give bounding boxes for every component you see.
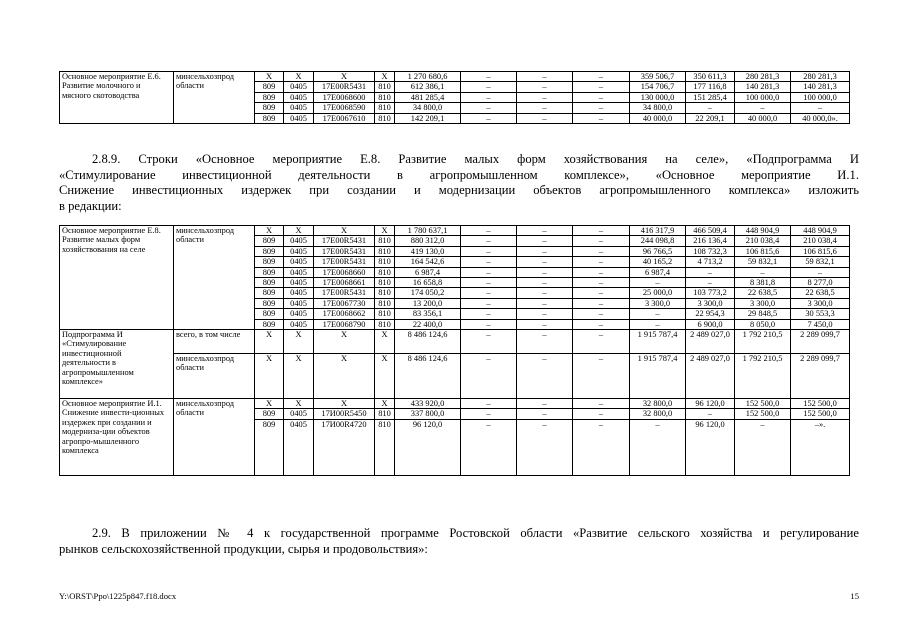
table-cell: 17Е00R5431 (314, 246, 375, 256)
table-cell: – (517, 278, 573, 288)
table-cell: 1 915 787,4 (630, 354, 686, 399)
table-cell: – (573, 419, 630, 475)
table-cell: Х (255, 226, 284, 236)
table-cell: 880 312,0 (395, 236, 461, 246)
table-cell: – (461, 103, 517, 113)
table-cell: 30 553,3 (791, 309, 850, 319)
executor-cell: всего, в том числе (174, 330, 255, 354)
table-cell: 2 489 027,0 (686, 330, 735, 354)
row-name-cell: Основное мероприятие Е.8. Развитие малых форм хозяйствования на селе (60, 226, 174, 330)
table-cell: – (517, 82, 573, 92)
table-cell: – (686, 267, 735, 277)
table-cell: 810 (375, 319, 395, 329)
table-cell: 809 (255, 246, 284, 256)
table-cell: 481 285,4 (395, 92, 461, 102)
table-cell: 448 904,9 (735, 226, 791, 236)
table-cell: 17Е0067730 (314, 298, 375, 308)
table-cell: – (517, 330, 573, 354)
executor-cell: минсельхозпрод области (174, 72, 255, 124)
table-cell: 152 500,0 (791, 399, 850, 409)
table-cell: 810 (375, 419, 395, 475)
paragraph-line: Снижение инвестиционных издержек при создании и модернизации объектов агропромышленного комплекса» изложить (59, 183, 859, 198)
table-cell: 809 (255, 419, 284, 475)
table-cell: 151 285,4 (686, 92, 735, 102)
table-cell: 809 (255, 236, 284, 246)
table-cell: 8 381,8 (735, 278, 791, 288)
table-cell: – (461, 354, 517, 399)
paragraph-2-8-9 (59, 152, 859, 214)
table-cell: 17Е0068661 (314, 278, 375, 288)
table-cell: – (517, 309, 573, 319)
table-cell: 3 300,0 (791, 298, 850, 308)
paragraph-line: «Стимулирование инвестиционной деятельности в агропромышленном комплексе», «Основное мероприятие И.1. (59, 167, 859, 182)
table-cell: Х (255, 354, 284, 399)
table-cell: 809 (255, 103, 284, 113)
table-cell: 40 000,0 (630, 113, 686, 123)
table-cell: – (517, 246, 573, 256)
table-cell: 106 815,6 (791, 246, 850, 256)
table-cell: – (686, 278, 735, 288)
table-cell: 7 450,0 (791, 319, 850, 329)
table-cell: – (517, 113, 573, 123)
table-cell: – (573, 267, 630, 277)
table-cell: 106 815,6 (735, 246, 791, 256)
table-cell: 0405 (284, 288, 314, 298)
table-cell: Х (255, 72, 284, 82)
table-cell: – (517, 72, 573, 82)
table-cell: – (630, 309, 686, 319)
table-cell: 100 000,0 (735, 92, 791, 102)
table-cell: 152 500,0 (791, 409, 850, 419)
table-cell: 22 209,1 (686, 113, 735, 123)
table-cell: 17Е0068660 (314, 267, 375, 277)
table-cell: 34 800,0 (630, 103, 686, 113)
table-cell: 244 098,8 (630, 236, 686, 246)
table-cell: 17Е00R5431 (314, 236, 375, 246)
table-cell: 810 (375, 267, 395, 277)
table-cell: 810 (375, 82, 395, 92)
table-cell: 810 (375, 103, 395, 113)
table-cell: Х (255, 399, 284, 409)
table-cell: 4 713,2 (686, 257, 735, 267)
table-cell: – (573, 103, 630, 113)
table-cell: 59 832,1 (791, 257, 850, 267)
table-cell: 809 (255, 82, 284, 92)
table-cell: 280 281,3 (735, 72, 791, 82)
table-cell: – (573, 288, 630, 298)
table-cell: 0405 (284, 113, 314, 123)
table-cell: – (461, 330, 517, 354)
table-cell: 25 000,0 (630, 288, 686, 298)
table-cell: 0405 (284, 92, 314, 102)
table-cell: 809 (255, 319, 284, 329)
table-cell: 809 (255, 113, 284, 123)
table-cell: – (517, 319, 573, 329)
executor-cell: минсельхозпрод области (174, 226, 255, 330)
table-cell: 0405 (284, 309, 314, 319)
table-cell: 810 (375, 113, 395, 123)
table-cell: 0405 (284, 103, 314, 113)
paragraph-2-9 (59, 526, 859, 557)
table-cell: – (461, 298, 517, 308)
table-cell: 466 509,4 (686, 226, 735, 236)
table-cell: 17Е00R5431 (314, 288, 375, 298)
table-cell: 40 000,0 (735, 113, 791, 123)
table-cell: 32 800,0 (630, 409, 686, 419)
table-cell: – (517, 419, 573, 475)
table-cell: – (573, 82, 630, 92)
table-cell: 1 270 680,6 (395, 72, 461, 82)
table-cell: – (573, 354, 630, 399)
table-cell: – (630, 278, 686, 288)
table-cell: – (735, 103, 791, 113)
table-cell: – (573, 309, 630, 319)
table-cell: 810 (375, 409, 395, 419)
executor-cell: минсельхозпрод области (174, 354, 255, 399)
table-cell: 1 915 787,4 (630, 330, 686, 354)
table-cell: – (517, 399, 573, 409)
table-cell: 1 792 210,5 (735, 330, 791, 354)
table-cell: 2 289 099,7 (791, 330, 850, 354)
table-cell: 809 (255, 409, 284, 419)
table-cell: 3 300,0 (735, 298, 791, 308)
table-cell: 810 (375, 298, 395, 308)
table-cell: Х (314, 330, 375, 354)
table-cell: – (573, 257, 630, 267)
table-cell: 17Е0068662 (314, 309, 375, 319)
table-cell: 152 500,0 (735, 399, 791, 409)
table-cell: 1 792 210,5 (735, 354, 791, 399)
row-name-cell: Основное мероприятие И.1. Снижение инвести-ционных издержек при создании и модерниза-ции объектов агропро-мышленного комплекса (60, 399, 174, 476)
table-cell: Х (255, 330, 284, 354)
table-cell: – (461, 257, 517, 267)
table-cell: 96 120,0 (686, 419, 735, 475)
footer-page-number: 15 (850, 591, 859, 601)
table-cell: 96 120,0 (395, 419, 461, 475)
table-cell: 164 542,6 (395, 257, 461, 267)
table-cell: – (461, 82, 517, 92)
table-cell: – (517, 236, 573, 246)
table-cell: 34 800,0 (395, 103, 461, 113)
table-cell: 3 300,0 (686, 298, 735, 308)
table-cell: 100 000,0 (791, 92, 850, 102)
table-cell: 809 (255, 267, 284, 277)
table-cell: 6 987,4 (395, 267, 461, 277)
table-cell: 174 050,2 (395, 288, 461, 298)
table-cell: Х (314, 72, 375, 82)
table-cell: 0405 (284, 236, 314, 246)
table-cell: – (517, 354, 573, 399)
table-cell: Х (375, 330, 395, 354)
table-cell: – (573, 92, 630, 102)
table-cell: 216 136,4 (686, 236, 735, 246)
table-cell: – (573, 113, 630, 123)
table-cell: 32 800,0 (630, 399, 686, 409)
table-cell: 612 386,1 (395, 82, 461, 92)
table-cell: 40 165,2 (630, 257, 686, 267)
table-cell: 8 486 124,6 (395, 330, 461, 354)
table-row (60, 330, 850, 354)
table-cell: 2 289 099,7 (791, 354, 850, 399)
table-cell: 177 116,8 (686, 82, 735, 92)
table-cell: – (573, 278, 630, 288)
table-cell: 17Е0067610 (314, 113, 375, 123)
table-cell: – (461, 246, 517, 256)
table-cell: – (573, 409, 630, 419)
table-cell: 809 (255, 278, 284, 288)
table-cell: 337 800,0 (395, 409, 461, 419)
table-cell: 8 050,0 (735, 319, 791, 329)
table-cell: – (461, 278, 517, 288)
table-cell: 13 200,0 (395, 298, 461, 308)
table-cell: 22 638,5 (791, 288, 850, 298)
table-cell: – (461, 92, 517, 102)
table-cell: 40 000,0». (791, 113, 850, 123)
table-cell: 809 (255, 309, 284, 319)
table-cell: 810 (375, 278, 395, 288)
table-cell: – (630, 319, 686, 329)
table-cell: 809 (255, 298, 284, 308)
table-cell: 8 486 124,6 (395, 354, 461, 399)
row-name-cell: Основное мероприятие Е.6. Развитие молочного и мясного скотоводства (60, 72, 174, 124)
table-cell: – (573, 319, 630, 329)
table-cell: –». (791, 419, 850, 475)
table-cell: – (573, 72, 630, 82)
table-cell: – (461, 226, 517, 236)
footer-file-path: Y:\ORST\Ppo\1225p847.f18.docx (59, 591, 177, 601)
table-cell: – (735, 267, 791, 277)
table-cell: – (573, 226, 630, 236)
table-cell: Х (284, 72, 314, 82)
table-cell: – (461, 319, 517, 329)
table-cell: – (791, 103, 850, 113)
table-cell: 22 400,0 (395, 319, 461, 329)
table-cell: Х (284, 226, 314, 236)
table-cell: – (461, 399, 517, 409)
table-cell: 17Е0068790 (314, 319, 375, 329)
table-cell: – (686, 103, 735, 113)
table-cell: Х (284, 330, 314, 354)
table-cell: – (461, 309, 517, 319)
table-cell: 142 209,1 (395, 113, 461, 123)
table-cell: 17Е0068600 (314, 92, 375, 102)
table-cell: 96 766,5 (630, 246, 686, 256)
table-cell: – (461, 236, 517, 246)
table-cell: 108 732,3 (686, 246, 735, 256)
table-cell: – (461, 288, 517, 298)
table-cell: 810 (375, 309, 395, 319)
table-cell: 0405 (284, 409, 314, 419)
table-cell: 210 038,4 (791, 236, 850, 246)
table-cell: Х (375, 354, 395, 399)
table-cell: 810 (375, 246, 395, 256)
table-cell: – (791, 267, 850, 277)
table-cell: 140 281,3 (735, 82, 791, 92)
table-cell: 1 780 637,1 (395, 226, 461, 236)
table-cell: 22 638,5 (735, 288, 791, 298)
table-cell: 0405 (284, 419, 314, 475)
paragraph-line: 2.9. В приложении № 4 к государственной программе Ростовской области «Развитие сельского хозяйства и регулирование (92, 526, 859, 540)
table-cell: Х (284, 399, 314, 409)
table-cell: 359 506,7 (630, 72, 686, 82)
table-cell: 0405 (284, 257, 314, 267)
table-cell: 140 281,3 (791, 82, 850, 92)
table-cell: 0405 (284, 82, 314, 92)
table-cell: Х (375, 226, 395, 236)
table-cell: Х (375, 399, 395, 409)
table-row (60, 226, 850, 236)
table-cell: – (517, 226, 573, 236)
table-cell: – (573, 399, 630, 409)
table-cell: 810 (375, 288, 395, 298)
table-cell: 22 954,3 (686, 309, 735, 319)
table-e8-i-i1 (59, 225, 850, 476)
table-cell: – (517, 288, 573, 298)
table-cell: – (573, 236, 630, 246)
table-cell: – (461, 72, 517, 82)
table-cell: 17Е00R5431 (314, 82, 375, 92)
table-cell: Х (314, 226, 375, 236)
table-cell: – (573, 246, 630, 256)
table-cell: 17И00R4720 (314, 419, 375, 475)
table-cell: – (461, 113, 517, 123)
table-cell: 0405 (284, 319, 314, 329)
table-cell: 103 773,2 (686, 288, 735, 298)
table-cell: 210 038,4 (735, 236, 791, 246)
table-cell: – (517, 409, 573, 419)
table-cell: – (461, 267, 517, 277)
table-cell: 810 (375, 236, 395, 246)
table-row (60, 354, 850, 399)
table-cell: 809 (255, 288, 284, 298)
table-cell: 83 356,1 (395, 309, 461, 319)
table-cell: 17Е0068590 (314, 103, 375, 113)
table-cell: 448 904,9 (791, 226, 850, 236)
table-cell: 0405 (284, 267, 314, 277)
table-cell: 6 900,0 (686, 319, 735, 329)
table-cell: 810 (375, 92, 395, 102)
table-cell: 350 611,3 (686, 72, 735, 82)
table-cell: Х (314, 354, 375, 399)
table-cell: 416 317,9 (630, 226, 686, 236)
table-cell: 280 281,3 (791, 72, 850, 82)
table-cell: 6 987,4 (630, 267, 686, 277)
row-name-cell: Подпрограмма И «Стимулирование инвестиционной деятельности в агропромышленном комплексе» (60, 330, 174, 399)
table-cell: 96 120,0 (686, 399, 735, 409)
table-cell: – (461, 409, 517, 419)
table-cell: 16 658,8 (395, 278, 461, 288)
table-cell: 0405 (284, 246, 314, 256)
table-cell: 2 489 027,0 (686, 354, 735, 399)
table-cell: 29 848,5 (735, 309, 791, 319)
table-row (60, 399, 850, 409)
table-cell: Х (284, 354, 314, 399)
table-cell: – (573, 298, 630, 308)
table-cell: – (517, 298, 573, 308)
table-cell: 810 (375, 257, 395, 267)
table-cell: – (461, 419, 517, 475)
paragraph-line: в редакции: (59, 198, 122, 213)
table-cell: – (686, 409, 735, 419)
table-cell: 17И00R5450 (314, 409, 375, 419)
table-cell: – (573, 330, 630, 354)
table-e6 (59, 71, 850, 124)
table-cell: – (517, 92, 573, 102)
table-cell: 0405 (284, 278, 314, 288)
table-cell: – (517, 267, 573, 277)
table-cell: 809 (255, 257, 284, 267)
table-cell: 433 920,0 (395, 399, 461, 409)
table-cell: – (517, 103, 573, 113)
table-cell: 17Е00R5431 (314, 257, 375, 267)
paragraph-line: рынков сельскохозяйственной продукции, сырья и продовольствия»: (59, 541, 428, 556)
table-row (60, 72, 850, 82)
table-cell: 3 300,0 (630, 298, 686, 308)
table-cell: 809 (255, 92, 284, 102)
table-cell: – (735, 419, 791, 475)
table-cell: 8 277,0 (791, 278, 850, 288)
executor-cell: минсельхозпрод области (174, 399, 255, 476)
table-cell: – (517, 257, 573, 267)
table-cell: Х (375, 72, 395, 82)
table-cell: 130 000,0 (630, 92, 686, 102)
table-cell: 419 130,0 (395, 246, 461, 256)
table-cell: 152 500,0 (735, 409, 791, 419)
table-cell: 59 832,1 (735, 257, 791, 267)
table-cell: 154 706,7 (630, 82, 686, 92)
table-cell: Х (314, 399, 375, 409)
paragraph-line: 2.8.9. Строки «Основное мероприятие Е.8. Развитие малых форм хозяйствования на селе», «Подпрограмма И (92, 152, 859, 166)
table-cell: – (630, 419, 686, 475)
table-cell: 0405 (284, 298, 314, 308)
